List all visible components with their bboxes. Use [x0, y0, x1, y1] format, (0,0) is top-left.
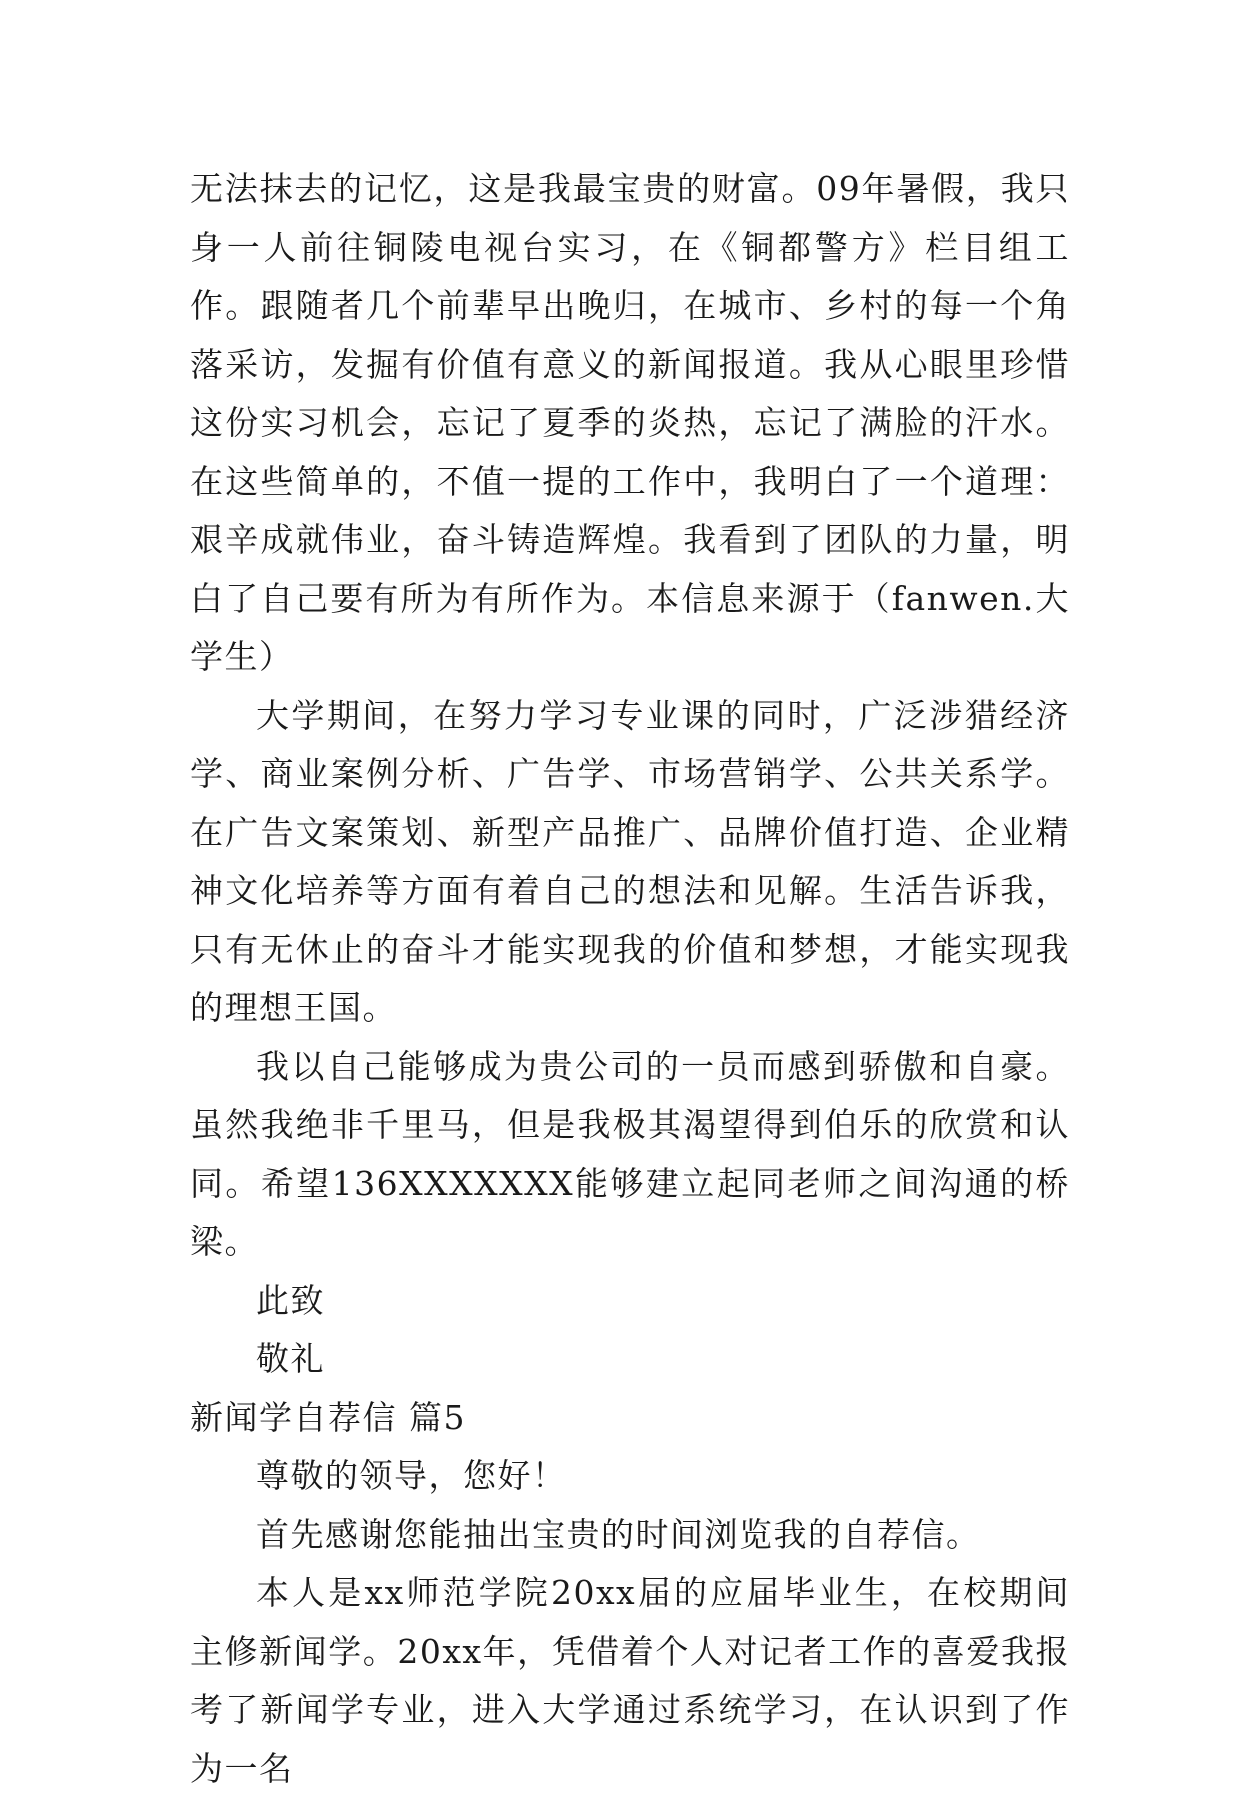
paragraph-self-introduction: 本人是xx师范学院20xx届的应届毕业生，在校期间主修新闻学。20xx年，凭借着个人对记者工作的喜爱我报考了新闻学专业，进入大学通过系统学习，在认识到了作为一名 — [190, 1573, 1070, 1788]
paragraph-company-pride: 我以自己能够成为贵公司的一员而感到骄傲和自豪。虽然我绝非千里马，但是我极其渴望得到伯乐的欣赏和认同。希望136XXXXXXX能够建立起同老师之间沟通的桥梁。 — [190, 1046, 1070, 1261]
greeting: 尊敬的领导，您好！ — [256, 1456, 567, 1495]
paragraph-thanks: 首先感谢您能抽出宝贵的时间浏览我的自荐信。 — [256, 1514, 981, 1554]
section-heading: 新闻学自荐信 篇5 — [190, 1397, 466, 1437]
document-body — [190, 160, 1070, 1798]
closing-salutation-2: 敬礼 — [256, 1339, 325, 1378]
closing-salutation-1: 此致 — [256, 1280, 325, 1320]
paragraph-internship-memory: 无法抹去的记忆，这是我最宝贵的财富。09年暑假，我只身一人前往铜陵电视台实习，在《铜都警方》栏目组工作。跟随者几个前辈早出晚归，在城市、乡村的每一个角落采访，发掘有价值有意义的新闻报道。我从心眼里珍惜这份实习机会，忘记了夏季的炎热，忘记了满脸的汗水。在这些简单的，不值一提的工作中，我明白了一个道理：艰辛成就伟业，奋斗铸造辉煌。我看到了团队的力量，明白了自己要有所为有所作为。本信息来源于（fanwen.大学生） — [190, 169, 1070, 676]
paragraph-university-study: 大学期间，在努力学习专业课的同时，广泛涉猎经济学、商业案例分析、广告学、市场营销学、公共关系学。在广告文案策划、新型产品推广、品牌价值打造、企业精神文化培养等方面有着自己的想法和见解。生活告诉我，只有无休止的奋斗才能实现我的价值和梦想，才能实现我的理想王国。 — [190, 695, 1070, 1027]
